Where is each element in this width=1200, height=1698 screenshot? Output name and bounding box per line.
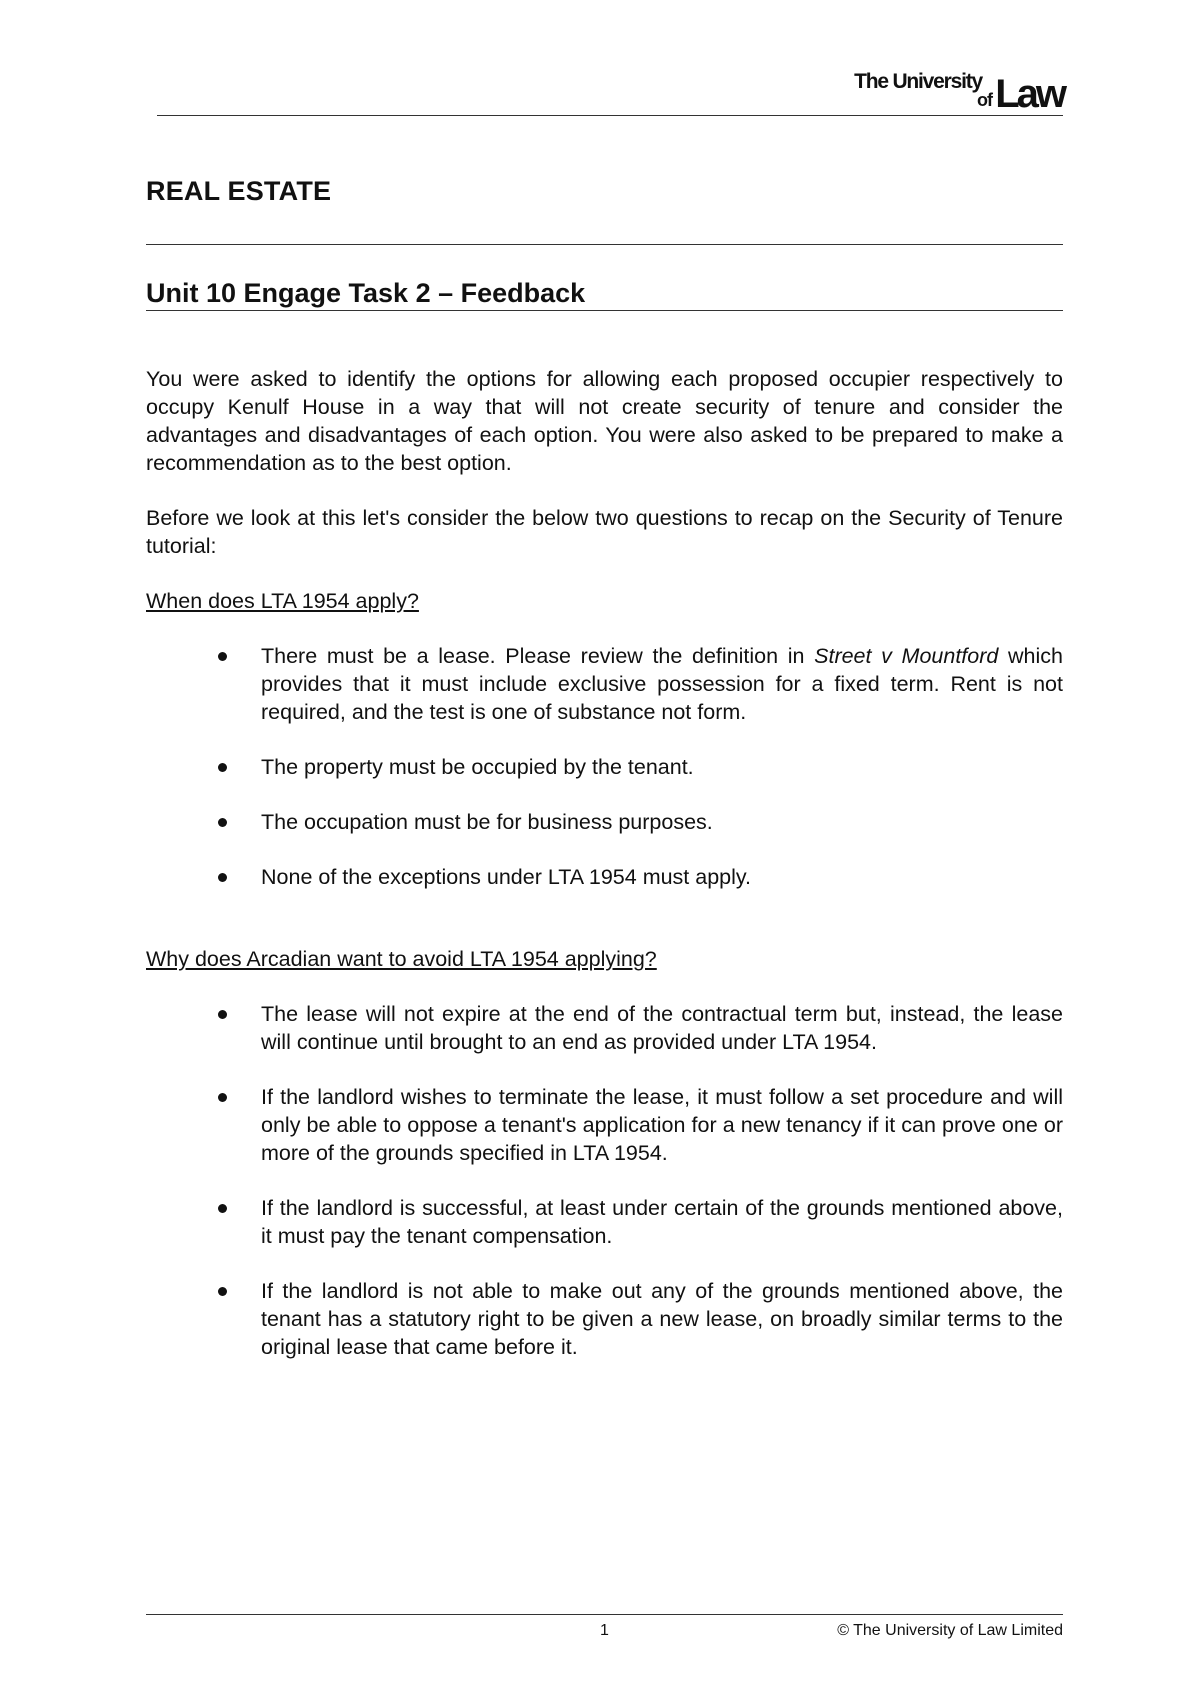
- bullet-icon: [218, 1010, 227, 1019]
- list-item: [146, 642, 1063, 726]
- lta-apply-list: [146, 642, 1063, 891]
- university-of-law-logo: [844, 68, 1064, 116]
- bullet-text: The occupation must be for business purposes.: [261, 810, 713, 834]
- header-divider: [157, 115, 1063, 116]
- section-title: REAL ESTATE: [146, 176, 332, 206]
- avoid-lta-list: [146, 1000, 1063, 1361]
- logo-text-university: The University: [854, 70, 982, 93]
- case-name: Street v Mountford: [814, 644, 999, 668]
- list-item: [146, 808, 1063, 836]
- bullet-icon: [218, 763, 227, 772]
- bullet-text: The lease will not expire at the end of the contractual term but, instead, the lease will continue until brought to an end as provided under LTA 1954.: [261, 1002, 1063, 1054]
- bullet-text-end: which provides that it must include exclusive possession for a fixed term. Rent is not required, and the test is one of substance not form.: [261, 644, 1063, 724]
- question-heading-lta-apply: When does LTA 1954 apply?: [146, 589, 419, 613]
- copyright-notice: © The University of Law Limited: [837, 1622, 1063, 1639]
- bullet-icon: [218, 1204, 227, 1213]
- bullet-icon: [218, 1093, 227, 1102]
- bullet-text: None of the exceptions under LTA 1954 must apply.: [261, 865, 752, 889]
- list-item: [146, 1194, 1063, 1250]
- bullet-icon: [218, 652, 227, 661]
- list-item: [146, 753, 1063, 781]
- document-body: [146, 365, 1063, 1388]
- bullet-icon: [218, 818, 227, 827]
- bullet-icon: [218, 873, 227, 882]
- bullet-text: If the landlord is not able to make out any of the grounds mentioned above, the tenant has a statutory right to be given a new lease, on broadly similar terms to the original lease that came before it.: [261, 1279, 1063, 1359]
- bullet-text: If the landlord wishes to terminate the lease, it must follow a set procedure and will only be able to oppose a tenant's application for a new tenancy if it can prove one or more of the grounds specified in LTA 1954.: [261, 1085, 1063, 1165]
- bullet-text: If the landlord is successful, at least under certain of the grounds mentioned above, it must pay the tenant compensation.: [261, 1196, 1063, 1248]
- logo-text-law: Law: [995, 72, 1064, 116]
- list-item: [146, 863, 1063, 891]
- footer-divider: [146, 1614, 1063, 1615]
- list-item: [146, 1000, 1063, 1056]
- logo-text-of: of: [977, 90, 992, 110]
- bullet-icon: [218, 1287, 227, 1296]
- list-item: [146, 1083, 1063, 1167]
- document-title: Unit 10 Engage Task 2 – Feedback: [146, 276, 1063, 311]
- section-divider: [146, 244, 1063, 245]
- page-number: 1: [600, 1622, 609, 1639]
- bullet-text-start: There must be a lease. Please review the definition in: [261, 644, 815, 668]
- list-item: [146, 1277, 1063, 1361]
- question-heading-avoid-lta: Why does Arcadian want to avoid LTA 1954 applying?: [146, 947, 657, 971]
- recap-paragraph: Before we look at this let's consider the below two questions to recap on the Security of Tenure tutorial:: [146, 506, 1063, 558]
- bullet-text: The property must be occupied by the tenant.: [261, 755, 694, 779]
- intro-paragraph: You were asked to identify the options for allowing each proposed occupier respectively to occupy Kenulf House in a way that will not create security of tenure and consider the advantages and disadvantages of each option. You were also asked to be prepared to make a recommendation as to the best option.: [146, 367, 1063, 475]
